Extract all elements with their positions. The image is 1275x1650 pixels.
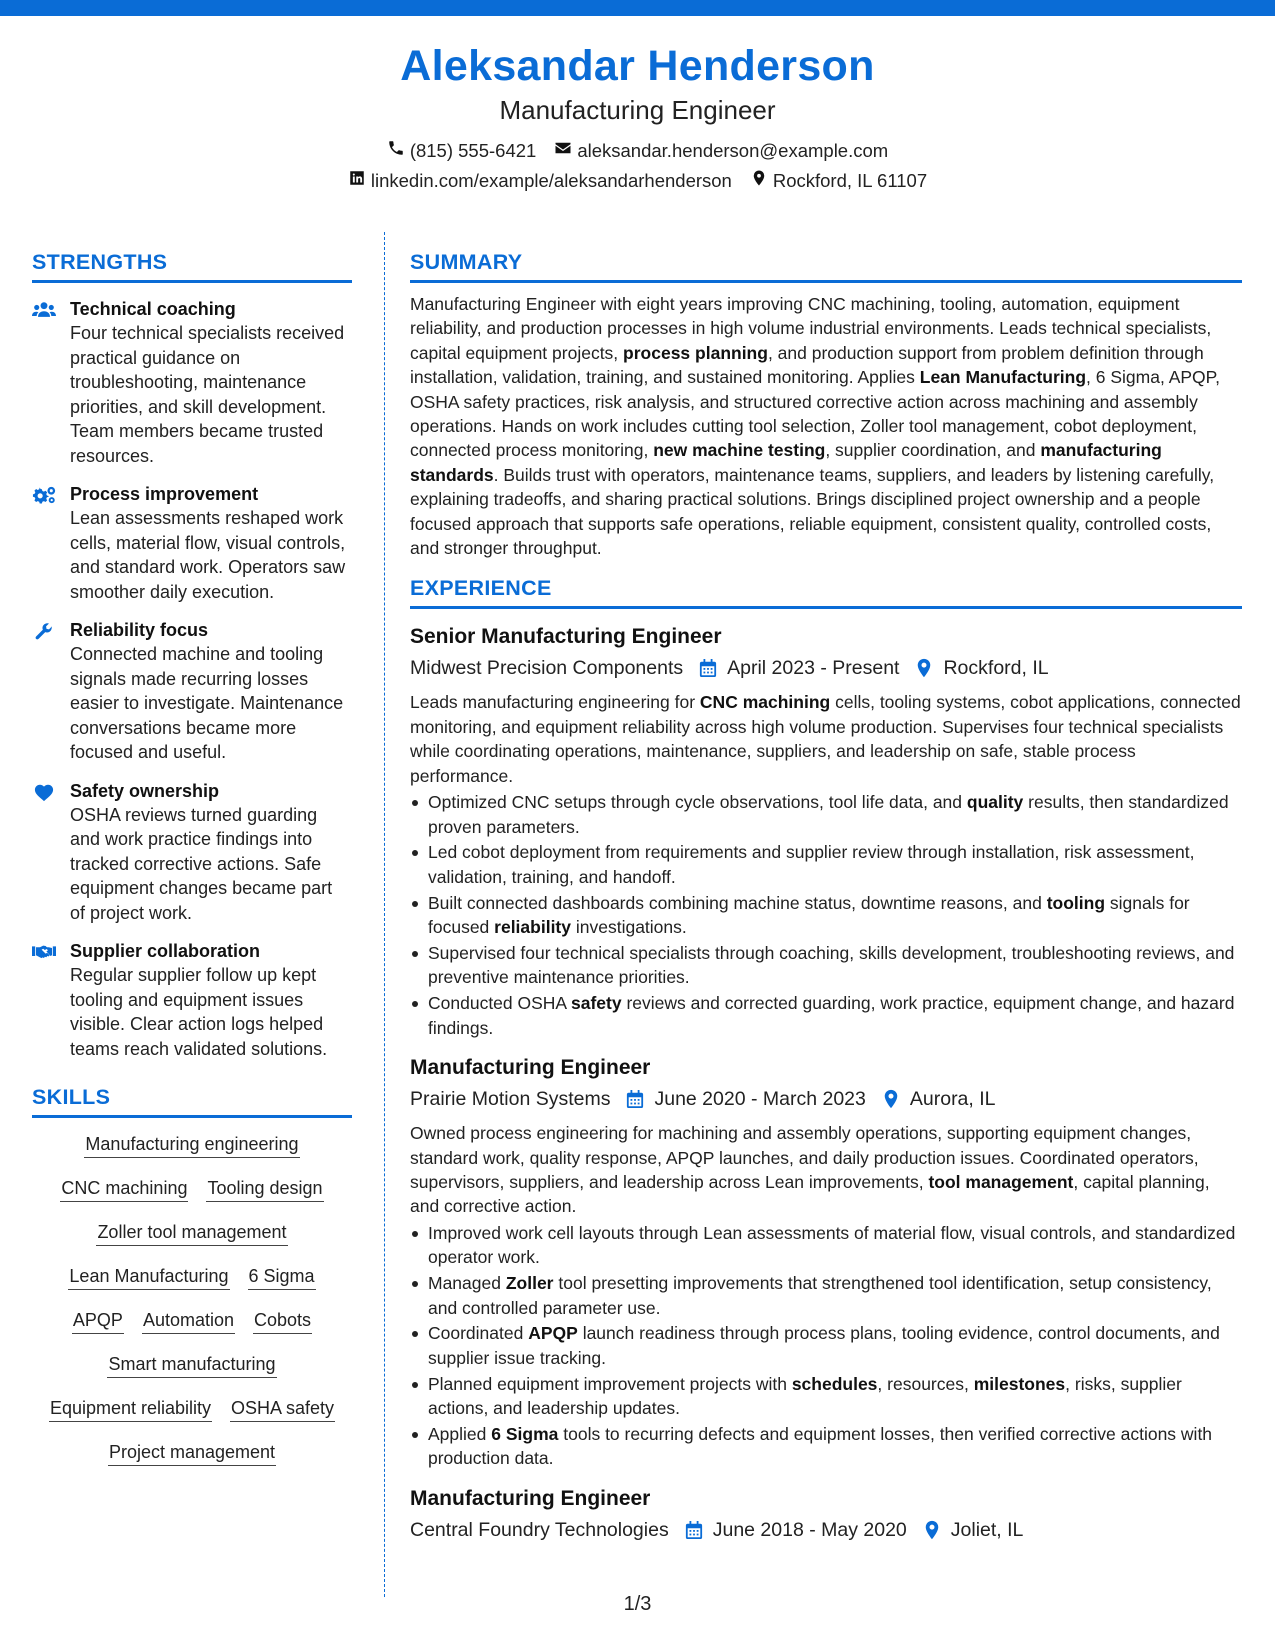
job-location: Aurora, IL	[909, 1088, 996, 1111]
skill-row	[32, 1132, 352, 1158]
map-pin-icon	[923, 1520, 941, 1540]
jobs-list	[410, 623, 1242, 1544]
skill-row	[32, 1176, 352, 1202]
email-address: aleksandar.henderson@example.com	[577, 140, 889, 161]
phone-icon	[387, 136, 405, 166]
phone-number: (815) 555-6421	[409, 140, 537, 161]
skill-row	[32, 1352, 352, 1378]
email-contact[interactable]	[554, 136, 888, 166]
strength-item	[32, 297, 352, 468]
strengths-heading: STRENGTHS	[32, 248, 352, 283]
job-entry	[410, 1054, 1242, 1471]
candidate-name: Aleksandar Henderson	[400, 42, 875, 90]
job-location: Joliet, IL	[950, 1518, 1024, 1541]
map-pin-icon	[882, 1089, 900, 1109]
calendar-icon	[685, 1520, 703, 1540]
bullet-item: Built connected dashboards combining machine status, downtime reasons, and tooling signals for focused reliability investigations.	[410, 891, 1242, 940]
gears-icon	[32, 482, 70, 604]
job-description: Owned process engineering for machining and assembly operations, supporting equipment changes, standard work, quality response, APQP launches, and daily production issues. Coordinated operators, supervisors, suppliers, and leadership across Lean improvements, tool management, capital planning, and corrective action.	[410, 1123, 1210, 1217]
job-entry	[410, 623, 1242, 1040]
contact-line-2	[0, 166, 1275, 196]
skill-tag: Smart manufacturing	[107, 1352, 276, 1378]
strengths-list	[32, 297, 352, 1061]
skills-list	[32, 1132, 352, 1466]
calendar-icon	[626, 1089, 644, 1109]
strength-description: Connected machine and tooling signals made recurring losses easier to investigate. Maintenance conversations became more focused and useful.	[70, 644, 344, 762]
bullet-item: Planned equipment improvement projects with schedules, resources, milestones, risks, supplier actions, and leadership updates.	[410, 1372, 1242, 1421]
strength-item	[32, 618, 352, 765]
skill-tag: Automation	[142, 1308, 235, 1334]
wrench-icon	[32, 618, 70, 765]
skill-tag: Tooling design	[206, 1176, 323, 1202]
strength-title: Safety ownership	[70, 780, 220, 801]
skill-tag: Manufacturing engineering	[84, 1132, 299, 1158]
skill-tag: Lean Manufacturing	[68, 1264, 229, 1290]
job-entry	[410, 1485, 1242, 1545]
strength-title: Technical coaching	[70, 299, 236, 319]
phone-contact[interactable]	[387, 136, 537, 166]
skill-tag: 6 Sigma	[248, 1264, 316, 1290]
contact-line-1	[0, 136, 1275, 166]
experience-heading: EXPERIENCE	[410, 574, 1242, 609]
calendar-icon	[699, 658, 717, 678]
skill-row	[32, 1264, 352, 1290]
page-number: 1/3	[623, 1593, 652, 1615]
skill-row	[32, 1440, 352, 1466]
job-description: Leads manufacturing engineering for CNC machining cells, tooling systems, cobot applications, connected monitoring, and equipment reliability across high volume production. Supervises four technical specialists while coordinating operations, maintenance, suppliers, and leadership on safe, stable process performance.	[410, 692, 1241, 786]
company-name: Prairie Motion Systems	[410, 1088, 611, 1111]
strength-description: Four technical specialists received practical guidance on troubleshooting, maintenance priorities, and skill development. Team members became trusted resources.	[70, 323, 345, 466]
skill-tag: Zoller tool management	[96, 1220, 287, 1246]
job-title: Senior Manufacturing Engineer	[410, 625, 722, 649]
skill-row	[32, 1220, 352, 1246]
resume-header	[0, 40, 1275, 196]
job-title: Manufacturing Engineer	[410, 1056, 651, 1080]
map-pin-icon	[915, 658, 933, 678]
summary-text: Manufacturing Engineer with eight years improving CNC machining, tooling, automation, equipment reliability, and production processes in high volume industrial environments. Leads technical specialists, capital equipment projects, process planning, and production support from problem definition through installation, validation, training, and sustained monitoring. Applies Lean Manufacturing, 6 Sigma, APQP, OSHA safety practices, risk analysis, and structured corrective action across machining and assembly operations. Hands on work includes cutting tool selection, Zoller tool management, cobot deployment, connected process monitoring, new machine testing, supplier coordination, and manufacturing standards. Builds trust with operators, maintenance teams, suppliers, and leaders by listening carefully, explaining tradeoffs, and sharing practical solutions. Brings disciplined project ownership and a people focused approach that supports safe operations, reliable equipment, consistent quality, controlled costs, and stronger throughput.	[410, 294, 1220, 559]
company-name: Central Foundry Technologies	[410, 1518, 669, 1541]
skill-tag: Project management	[108, 1440, 276, 1466]
strength-item	[32, 482, 352, 604]
handshake-icon	[32, 939, 70, 1061]
strength-title: Reliability focus	[70, 620, 209, 640]
users-icon	[32, 297, 70, 468]
strength-description: OSHA reviews turned guarding and work practice findings into tracked corrective actions. Safe equipment changes became part of project work.	[70, 804, 333, 923]
linkedin-url: linkedin.com/example/aleksandarhenderson	[370, 170, 732, 191]
skill-tag: Equipment reliability	[49, 1396, 212, 1422]
strength-description: Regular supplier follow up kept tooling and equipment issues visible. Clear action logs helped teams reach validated solutions.	[70, 965, 328, 1059]
bullet-item: Optimized CNC setups through cycle observations, tool life data, and quality results, then standardized proven parameters.	[410, 790, 1242, 839]
skill-tag: OSHA safety	[230, 1396, 335, 1422]
bullet-item: Managed Zoller tool presetting improvements that strengthened tool identification, setup consistency, and controlled parameter use.	[410, 1271, 1242, 1320]
skill-row	[32, 1396, 352, 1422]
job-location: Rockford, IL	[943, 657, 1049, 680]
bullet-item: Applied 6 Sigma tools to recurring defects and equipment losses, then verified corrective actions with production data.	[410, 1422, 1242, 1471]
strength-description: Lean assessments reshaped work cells, material flow, visual controls, and standard work. Operators saw smoother daily execution.	[70, 508, 346, 602]
job-meta	[410, 1515, 1242, 1545]
skill-tag: CNC machining	[60, 1176, 188, 1202]
job-title: Manufacturing Engineer	[410, 1486, 651, 1510]
linkedin-icon	[348, 166, 366, 196]
bullet-item: Supervised four technical specialists through coaching, skills development, troubleshooting reviews, and preventive maintenance priorities.	[410, 941, 1242, 990]
heart-icon	[32, 779, 70, 926]
strength-title: Process improvement	[70, 484, 259, 504]
bullet-item: Conducted OSHA safety reviews and corrected guarding, work practice, equipment change, and hazard findings.	[410, 991, 1242, 1040]
bullet-item: Led cobot deployment from requirements and supplier review through installation, risk assessment, validation, training, and handoff.	[410, 840, 1242, 889]
skill-row	[32, 1308, 352, 1334]
bullet-item: Improved work cell layouts through Lean assessments of material flow, visual controls, and standardized operator work.	[410, 1221, 1242, 1270]
candidate-title: Manufacturing Engineer	[499, 95, 776, 125]
company-name: Midwest Precision Components	[410, 657, 684, 680]
job-bullets	[410, 1221, 1242, 1471]
bullet-item: Coordinated APQP launch readiness through process plans, tooling evidence, control documents, and supplier issue tracking.	[410, 1321, 1242, 1370]
job-dates: April 2023 - Present	[727, 657, 900, 680]
job-meta	[410, 653, 1242, 683]
left-column	[32, 248, 352, 1484]
skill-tag: Cobots	[253, 1308, 312, 1334]
right-column	[410, 248, 1242, 1545]
job-meta	[410, 1084, 1242, 1114]
skill-tag: APQP	[72, 1308, 124, 1334]
summary-heading: SUMMARY	[410, 248, 1242, 283]
map-pin-icon	[750, 166, 768, 196]
job-dates: June 2018 - May 2020	[712, 1518, 907, 1541]
top-accent-bar	[0, 0, 1275, 16]
skills-heading: SKILLS	[32, 1083, 352, 1118]
strength-title: Supplier collaboration	[70, 941, 261, 961]
strength-item	[32, 939, 352, 1061]
envelope-icon	[554, 136, 572, 166]
job-bullets	[410, 790, 1242, 1040]
location-contact	[750, 166, 927, 196]
location-text: Rockford, IL 61107	[772, 170, 928, 191]
job-dates: June 2020 - March 2023	[654, 1088, 866, 1111]
linkedin-contact[interactable]	[348, 166, 732, 196]
column-divider	[384, 232, 385, 1597]
strength-item	[32, 779, 352, 926]
